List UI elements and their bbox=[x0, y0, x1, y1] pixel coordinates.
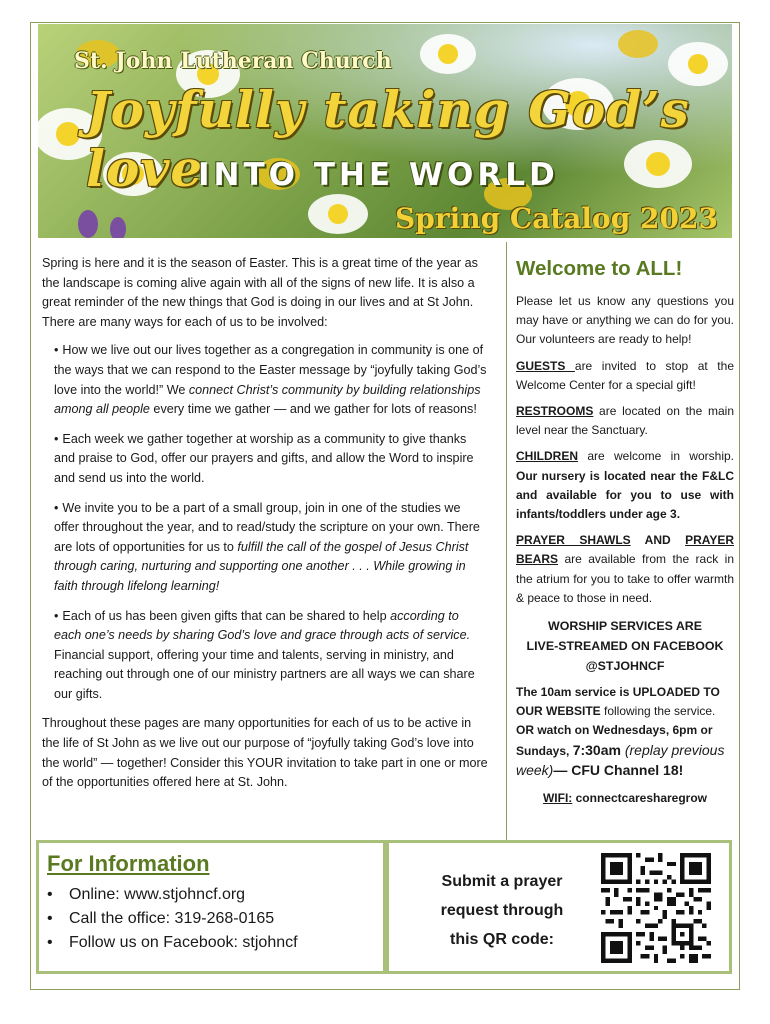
intro-bullet-4: • Each of us has been given gifts that can be shared to help according to each one’s needs by sharing God’s love and grace through acts of service. Financial support, offering your time and talents, serving in ministry, and reaching out through one of our ministry partners are all ways we can share our gifts. bbox=[54, 608, 475, 701]
intro-paragraph: Spring is here and it is the season of Easter. This is a great time of the year as the landscape is coming alive again with all of the signs of new life. It is also a great reminder of the new things that God is doing in our lives and at St John. There are many ways for each of us to be involved: bbox=[42, 256, 478, 329]
intro-bullet-1: • How we live out our lives together as a congregation in community is one of the ways that we can respond to the Easter message by “joyfully taking God’s love into the world!” We connect Christ’s community by building relationships among all people every time we gather — and we gather for lots of reasons! bbox=[54, 343, 487, 417]
column-divider bbox=[506, 242, 507, 840]
intro-bullet-2: • Each week we gather together at worship as a community to give thanks and praise to God, offer our prayers and gifts, and allow the Word to inspire and send us into the world. bbox=[54, 431, 474, 485]
bullet-dot: • bbox=[54, 608, 59, 623]
wifi-note: WIFI: connectcaresharegrow bbox=[542, 791, 708, 806]
welcome-title: Welcome to ALL! bbox=[516, 257, 683, 280]
prayer-shawls-note: PRAYER SHAWLS AND PRAYER BEARS are available from the rack in the atrium for you to take to offer warmth & peace to those in need. bbox=[516, 533, 734, 605]
welcome-intro: Please let us know any questions you may have or anything we can do for you. Our volunteers are ready to help! bbox=[516, 294, 734, 347]
info-website[interactable]: • Online: www.stjohncf.org bbox=[47, 883, 375, 907]
info-phone[interactable]: • Call the office: 319-268-0165 bbox=[47, 907, 375, 931]
intro-bullet-3: • We invite you to be a part of a small group, join in one of the studies we offer throughout the year, and to read/study the scripture on your own. There are lots of opportunities for us to fulfill the call of the gospel of Jesus Christ through caring, nurturing and supporting one another . . . While growing in faith through lifelong learning! bbox=[54, 500, 480, 593]
upload-note: The 10am service is UPLOADED TO OUR WEBSITE following the service. OR watch on Wednesdays, 6pm or Sundays, 7:30am (replay previous week)— CFU Channel 18! bbox=[516, 685, 725, 778]
banner-subtagline: INTO THE WORLD bbox=[198, 157, 559, 193]
guests-note: GUESTS are invited to stop at the Welcome Center for a special gift! bbox=[516, 358, 734, 392]
info-facebook[interactable]: • Follow us on Facebook: stjohncf bbox=[47, 931, 375, 955]
catalog-label: Spring Catalog 2023 bbox=[395, 202, 718, 235]
children-note: CHILDREN are welcome in worship. Our nursery is located near the F&LC and available for you to use with infants/toddlers under age 3. bbox=[516, 449, 734, 522]
restrooms-note: RESTROOMS are located on the main level near the Sanctuary. bbox=[516, 404, 734, 438]
prayer-request-box bbox=[386, 840, 732, 974]
bullet-dot: • bbox=[54, 431, 59, 446]
closing-paragraph: Throughout these pages are many opportunities for each of us to be active in the life of St John as we live out our purpose of “joyfully taking God’s love into the world” — together! Consider this YOUR invitation to take part in one or more of the opportunities offered here at St. John. bbox=[42, 716, 488, 790]
bullet-dot: • bbox=[54, 343, 59, 358]
banner-tagline: Joyfully taking God’s love bbox=[86, 80, 690, 198]
church-name: St. John Lutheran Church bbox=[74, 48, 392, 74]
worship-livestream-note: WORSHIP SERVICES ARE LIVE-STREAMED ON FACEBOOK @STJOHNCF bbox=[526, 619, 724, 674]
info-list bbox=[47, 883, 375, 955]
prayer-request-text: Submit a prayer request through this QR code: bbox=[440, 873, 564, 948]
qr-code-graphic bbox=[601, 853, 711, 963]
welcome-column bbox=[516, 256, 734, 815]
intro-column bbox=[42, 254, 488, 793]
info-title: For Information bbox=[47, 851, 210, 876]
info-box bbox=[36, 840, 386, 974]
header-banner bbox=[38, 24, 732, 238]
bullet-dot: • bbox=[54, 500, 59, 515]
qr-code-icon[interactable] bbox=[601, 853, 711, 963]
